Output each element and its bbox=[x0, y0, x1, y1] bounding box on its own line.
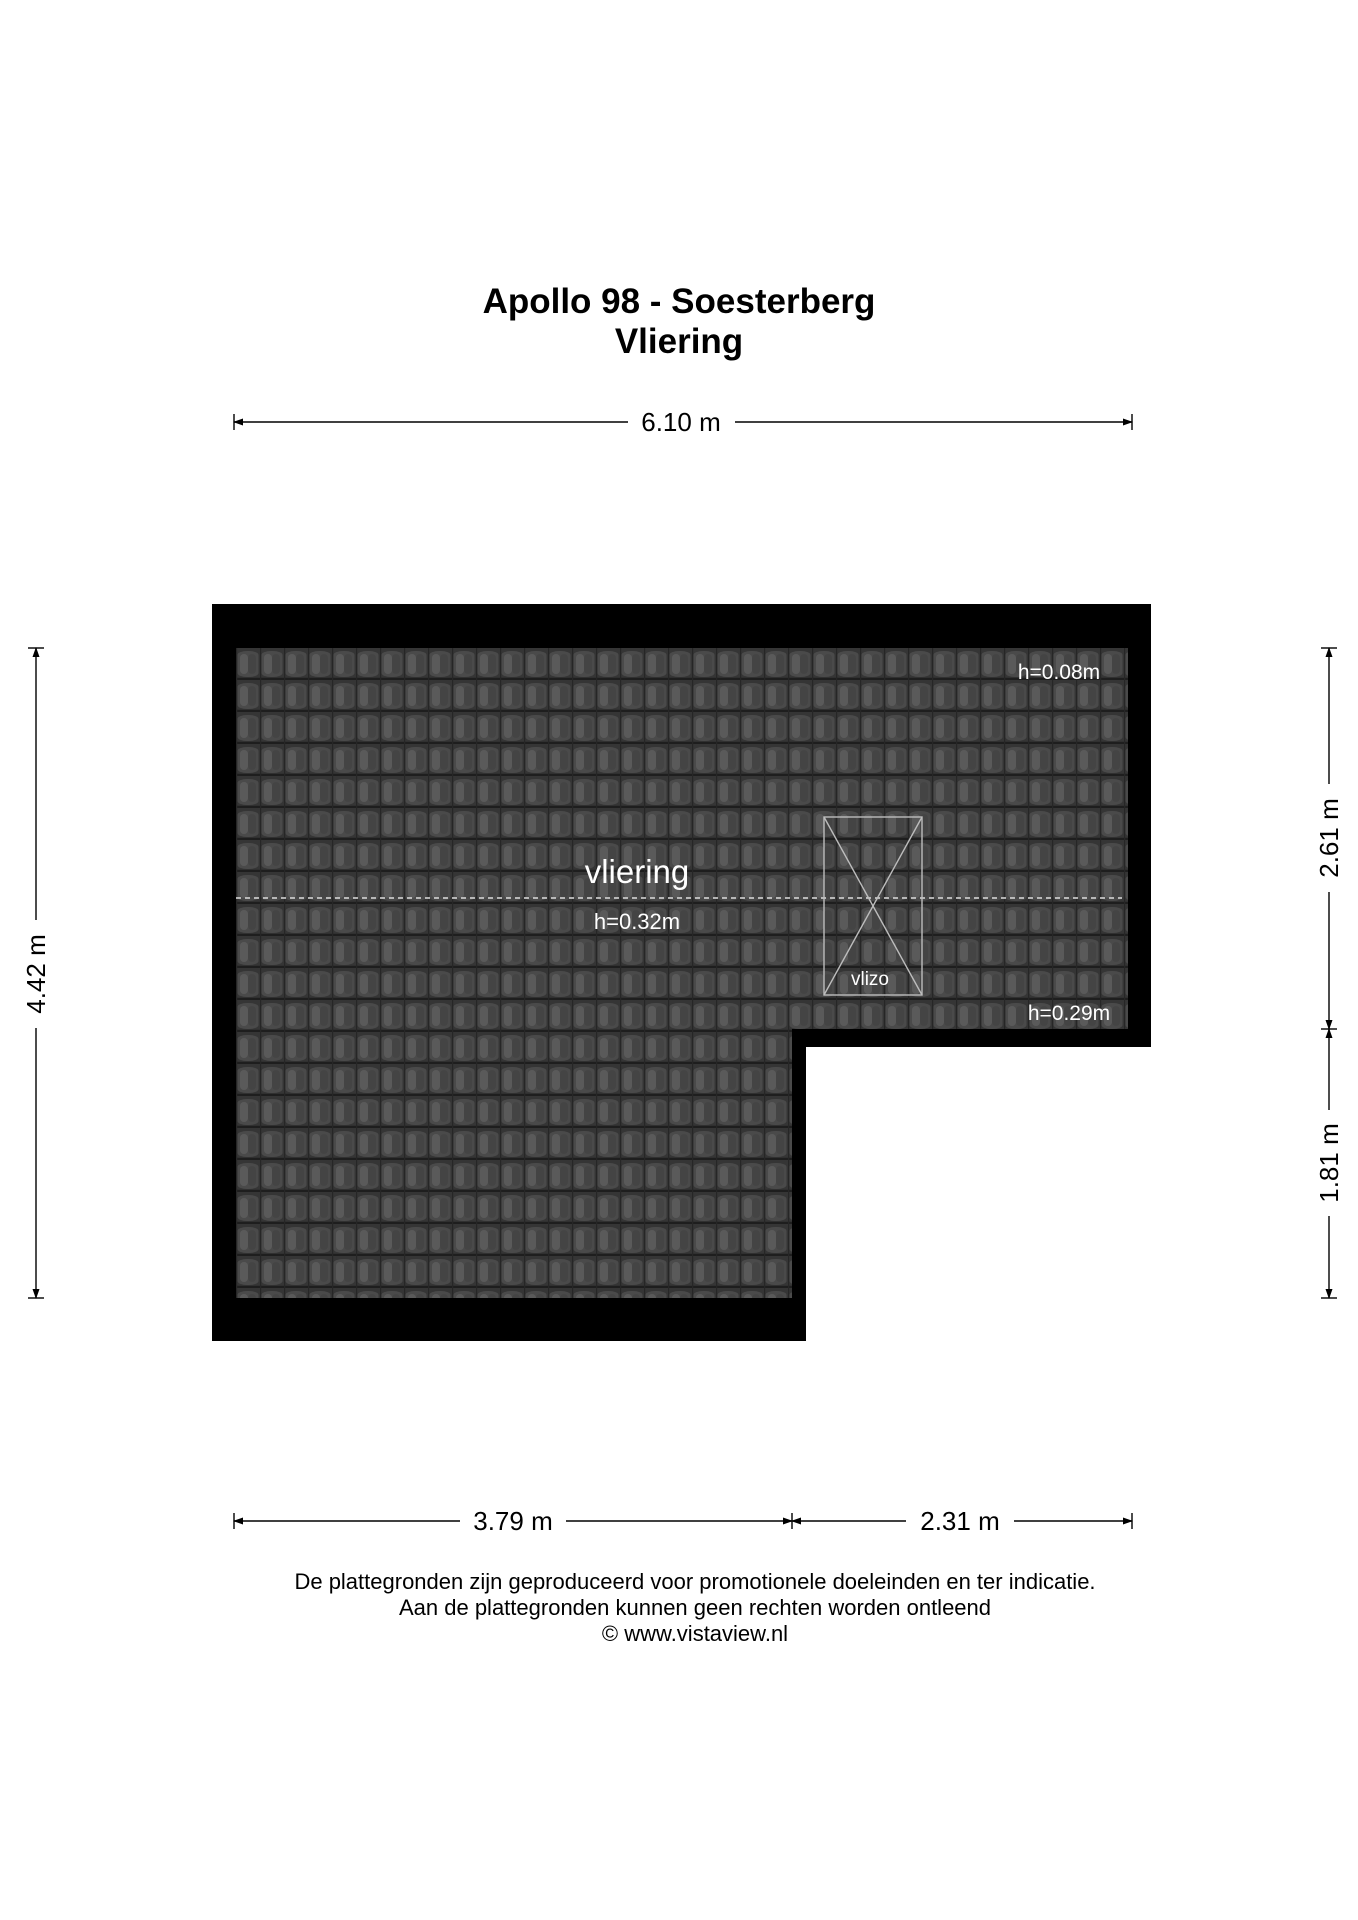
dimension-right-upper-label: 2.61 m bbox=[1314, 798, 1344, 878]
disclaimer-line-2: Aan de plattegronden kunnen geen rechten worden ontleend bbox=[398, 1595, 992, 1620]
height-bottom-right: h=0.29m bbox=[1027, 1002, 1111, 1025]
dimension-right-lower-label: 1.81 m bbox=[1314, 1123, 1344, 1203]
hatch-label: vlizo bbox=[850, 969, 890, 990]
plan-subtitle: Vliering bbox=[614, 322, 744, 361]
plan-title: Apollo 98 - Soesterberg bbox=[482, 282, 876, 321]
dimension-bottom-left-label: 3.79 m bbox=[473, 1506, 553, 1536]
height-top-right: h=0.08m bbox=[1017, 661, 1101, 684]
disclaimer-line-1: De plattegronden zijn geproduceerd voor promotionele doeleinden en ter indicatie. bbox=[294, 1569, 1096, 1594]
dimension-top-label: 6.10 m bbox=[641, 407, 721, 437]
dimension-bottom-right-label: 2.31 m bbox=[920, 1506, 1000, 1536]
roof-tiles bbox=[236, 648, 1128, 1298]
copyright-link[interactable]: © www.vistaview.nl bbox=[601, 1621, 789, 1646]
height-center: h=0.32m bbox=[593, 909, 681, 934]
dimension-left-label: 4.42 m bbox=[21, 934, 51, 1014]
room-name: vliering bbox=[584, 853, 690, 890]
